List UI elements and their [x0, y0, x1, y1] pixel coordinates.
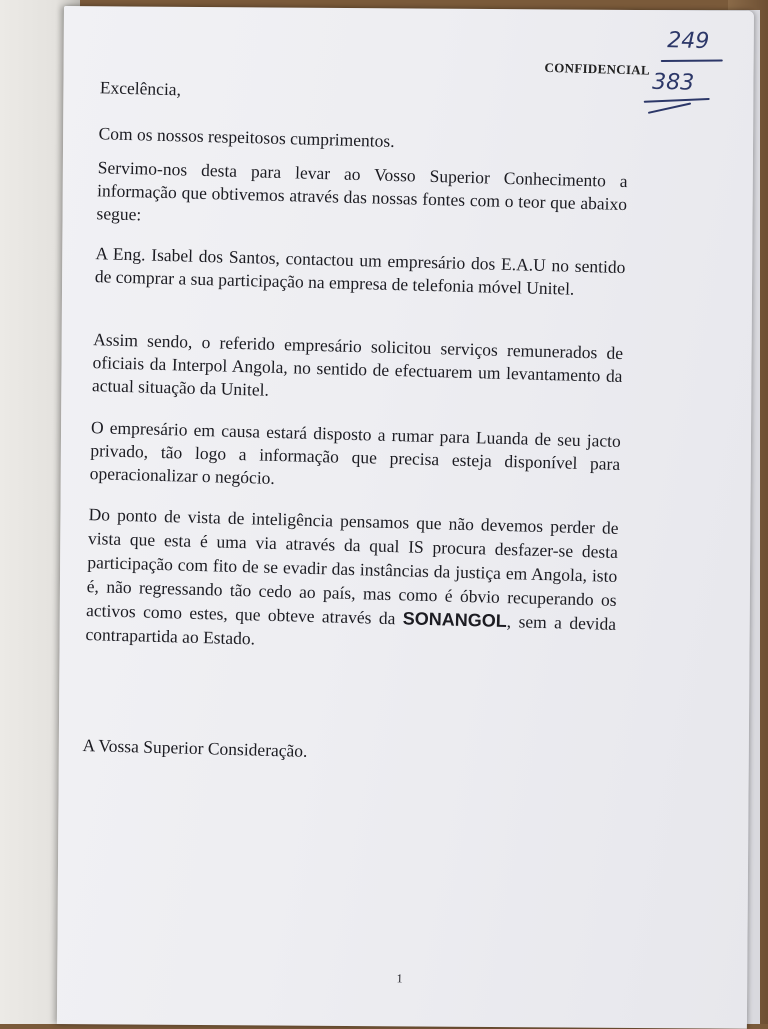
handwritten-number-top: 249: [666, 28, 710, 55]
handwritten-stroke: [648, 102, 691, 113]
paragraph-interpol: Assim sendo, o referido empresário solicitou serviços remunerados de oficiais da Interpol Angola, no sentido de efectuarem um levantamento da actual situação da Unitel.: [91, 329, 624, 400]
document-page: [57, 6, 754, 1029]
paragraph-greeting: Com os nossos respeitosos cumprimentos.: [98, 123, 395, 151]
paragraph-contact: A Eng. Isabel dos Santos, contactou um empresário dos E.A.U no sentido de comprar a sua participação na empresa de telefonia móvel Unitel.: [94, 243, 626, 299]
page-number: 1: [396, 971, 403, 986]
handwritten-underline: [661, 59, 723, 62]
sonangol-bold: SONANGOL: [402, 608, 508, 632]
handwritten-number-bottom: 383: [651, 69, 695, 96]
salutation: Excelência,: [99, 77, 182, 100]
paragraph-intelligence: [85, 502, 619, 660]
classification-label: CONFIDENCIAL: [544, 59, 651, 78]
intelligence-text: Do ponto de vista de inteligência pensamos que não devemos perder de vista que esta é uma via através da qual IS procura desfazer-se desta participação com fito de se evadir das instâncias da justiça em Angola, isto é, não regressando tão cedo ao país, mas como é óbvio recuperando os activos como estes, que obteve através da: [85, 504, 619, 629]
paragraph-travel: O empresário em causa estará disposto a rumar para Luanda de seu jacto privado, tão logo a informação que precisa esteja disponível para operacionalizar o negócio.: [89, 417, 622, 488]
intelligence-text-end: , sem a devida contrapartida ao Estado.: [85, 611, 617, 649]
paragraph-introduction: Servimo-nos desta para levar ao Vosso Superior Conhecimento a informação que obtivemos através das nossas fontes com o teor que abaixo segue:: [96, 157, 628, 225]
handwritten-underline: [644, 98, 710, 103]
closing-line: A Vossa Superior Consideração.: [82, 735, 308, 761]
letter-body: [82, 6, 710, 986]
